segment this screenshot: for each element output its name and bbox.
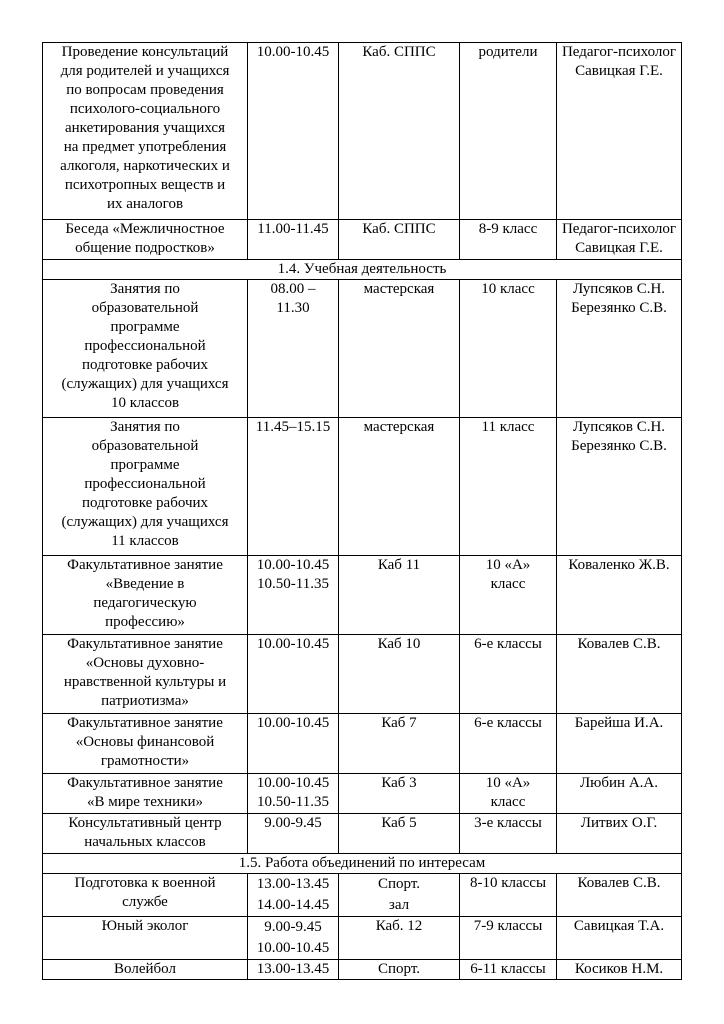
time-cell: 10.00-10.45: [248, 635, 339, 714]
place-cell: Спорт.: [339, 960, 460, 980]
table-row: [43, 220, 682, 260]
participants-cell: 10 «А» класс: [460, 774, 557, 814]
responsible-cell: Лупсяков С.Н. Березянко С.В.: [557, 418, 682, 556]
time-cell: 9.00-9.45: [248, 814, 339, 854]
event-cell: Консультативный центр начальных классов: [43, 814, 248, 854]
place-cell: Каб. СППС: [339, 220, 460, 260]
place-cell: Каб 10: [339, 635, 460, 714]
time-cell: 10.00-10.45 10.50-11.35: [248, 556, 339, 635]
responsible-cell: Литвих О.Г.: [557, 814, 682, 854]
time-cell: 10.00-10.45 10.50-11.35: [248, 774, 339, 814]
responsible-cell: Коваленко Ж.В.: [557, 556, 682, 635]
table-row: [43, 714, 682, 774]
participants-cell: 6-е классы: [460, 635, 557, 714]
event-cell: Занятия по образовательной программе профессиональной подготовке рабочих (служащих) для учащихся 10 классов: [43, 280, 248, 418]
participants-cell: 11 класс: [460, 418, 557, 556]
schedule-table: [42, 42, 682, 980]
section-row: [43, 260, 682, 280]
participants-cell: 10 класс: [460, 280, 557, 418]
event-cell: Занятия по образовательной программе профессиональной подготовке рабочих (служащих) для учащихся 11 классов: [43, 418, 248, 556]
place-cell: Каб 11: [339, 556, 460, 635]
responsible-cell: Барейша И.А.: [557, 714, 682, 774]
place-cell: мастерская: [339, 280, 460, 418]
place-cell: Каб 5: [339, 814, 460, 854]
time-cell: 13.00-13.45: [248, 960, 339, 980]
event-cell: Беседа «Межличностное общение подростков»: [43, 220, 248, 260]
responsible-cell: Ковалев С.В.: [557, 635, 682, 714]
time-cell: 11.45–15.15: [248, 418, 339, 556]
responsible-cell: Ковалев С.В.: [557, 874, 682, 917]
table-row: [43, 280, 682, 418]
table-row: [43, 917, 682, 960]
time-cell: 9.00-9.45 10.00-10.45: [248, 917, 339, 960]
event-cell: Факультативное занятие «Основы духовно- нравственной культуры и патриотизма»: [43, 635, 248, 714]
participants-cell: 6-11 классы: [460, 960, 557, 980]
section-title: 1.5. Работа объединений по интересам: [43, 854, 682, 874]
participants-cell: 8-10 классы: [460, 874, 557, 917]
place-cell: Каб. 12: [339, 917, 460, 960]
participants-cell: 7-9 классы: [460, 917, 557, 960]
table-row: [43, 556, 682, 635]
table-row: [43, 43, 682, 220]
event-cell: Факультативное занятие «В мире техники»: [43, 774, 248, 814]
responsible-cell: Любин А.А.: [557, 774, 682, 814]
time-cell: 10.00-10.45: [248, 714, 339, 774]
event-cell: Юный эколог: [43, 917, 248, 960]
event-cell: Волейбол: [43, 960, 248, 980]
participants-cell: родители: [460, 43, 557, 220]
responsible-cell: Педагог-психолог Савицкая Г.Е.: [557, 220, 682, 260]
participants-cell: 6-е классы: [460, 714, 557, 774]
table-row: [43, 960, 682, 980]
section-row: [43, 854, 682, 874]
responsible-cell: Косиков Н.М.: [557, 960, 682, 980]
time-cell: 11.00-11.45: [248, 220, 339, 260]
event-cell: Проведение консультаций для родителей и учащихся по вопросам проведения психолого-социального анкетирования учащихся на предмет употребления алкоголя, наркотических и психотропных веществ и их аналогов: [43, 43, 248, 220]
responsible-cell: Лупсяков С.Н. Березянко С.В.: [557, 280, 682, 418]
participants-cell: 8-9 класс: [460, 220, 557, 260]
responsible-cell: Савицкая Т.А.: [557, 917, 682, 960]
table-row: [43, 874, 682, 917]
place-cell: Спорт. зал: [339, 874, 460, 917]
place-cell: Каб. СППС: [339, 43, 460, 220]
place-cell: Каб 7: [339, 714, 460, 774]
place-cell: мастерская: [339, 418, 460, 556]
table-row: [43, 774, 682, 814]
time-cell: 10.00-10.45: [248, 43, 339, 220]
table-row: [43, 418, 682, 556]
place-cell: Каб 3: [339, 774, 460, 814]
time-cell: 13.00-13.45 14.00-14.45: [248, 874, 339, 917]
section-title: 1.4. Учебная деятельность: [43, 260, 682, 280]
event-cell: Факультативное занятие «Основы финансовой грамотности»: [43, 714, 248, 774]
participants-cell: 3-е классы: [460, 814, 557, 854]
participants-cell: 10 «А» класс: [460, 556, 557, 635]
event-cell: Подготовка к военной службе: [43, 874, 248, 917]
time-cell: 08.00 – 11.30: [248, 280, 339, 418]
responsible-cell: Педагог-психолог Савицкая Г.Е.: [557, 43, 682, 220]
table-row: [43, 635, 682, 714]
event-cell: Факультативное занятие «Введение в педагогическую профессию»: [43, 556, 248, 635]
table-row: [43, 814, 682, 854]
